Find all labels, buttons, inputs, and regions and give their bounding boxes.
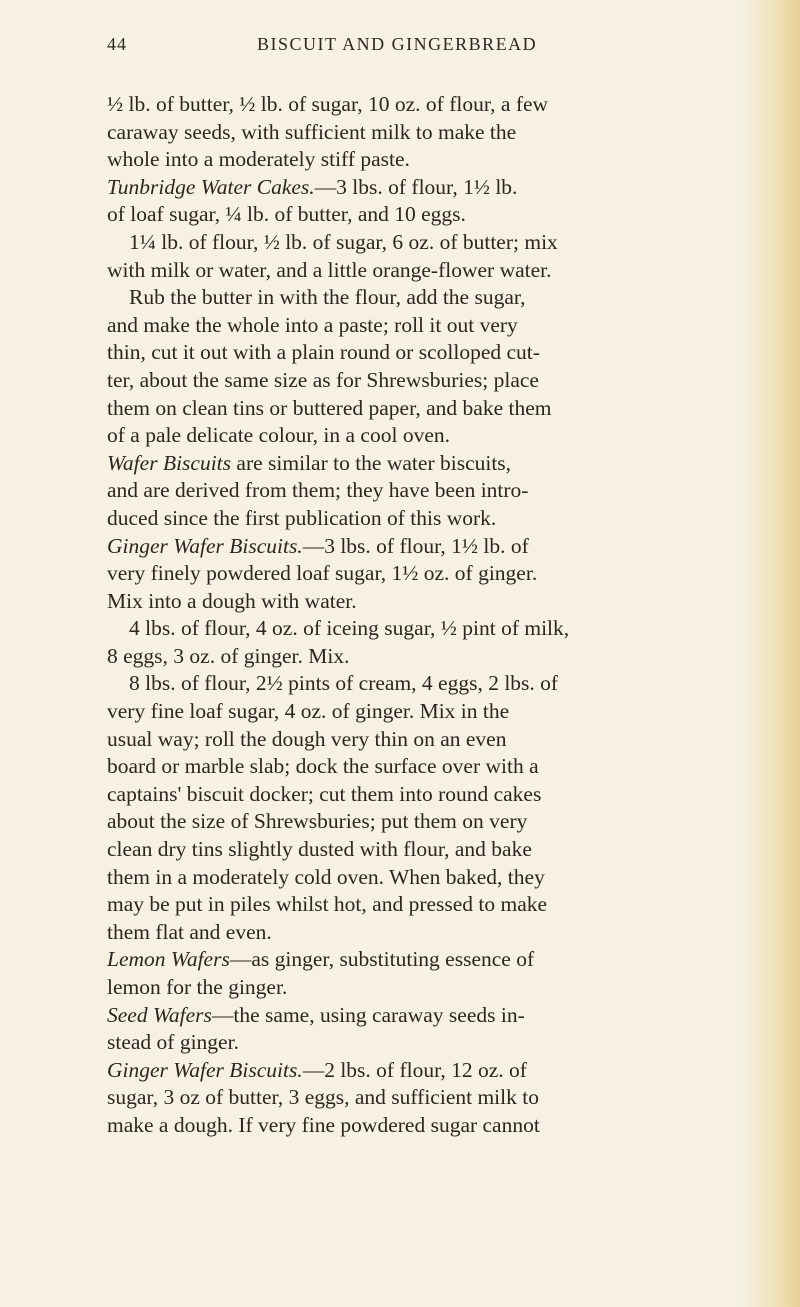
text-segment: board or marble slab; dock the surface over with a bbox=[107, 754, 539, 779]
text-line bbox=[107, 946, 747, 974]
text-segment: them on clean tins or buttered paper, and bake them bbox=[107, 395, 552, 420]
text-line bbox=[107, 257, 747, 285]
text-line bbox=[107, 919, 747, 947]
text-line bbox=[107, 146, 747, 174]
text-line bbox=[107, 836, 747, 864]
text-segment: whole into a moderately stiff paste. bbox=[107, 147, 410, 172]
text-line bbox=[107, 670, 747, 698]
text-line bbox=[107, 312, 747, 340]
text-line bbox=[107, 422, 747, 450]
text-segment: 8 eggs, 3 oz. of ginger. Mix. bbox=[107, 643, 350, 668]
text-segment: very finely powdered loaf sugar, 1½ oz. of ginger. bbox=[107, 561, 538, 586]
text-line bbox=[107, 726, 747, 754]
text-line bbox=[107, 974, 747, 1002]
text-line bbox=[107, 174, 747, 202]
recipe-heading: Tunbridge Water Cakes. bbox=[107, 174, 315, 199]
recipe-heading: Wafer Biscuits bbox=[107, 450, 232, 475]
text-segment: them flat and even. bbox=[107, 919, 272, 944]
text-line bbox=[107, 533, 747, 561]
text-segment: thin, cut it out with a plain round or scolloped cut- bbox=[107, 340, 540, 365]
text-segment: 8 lbs. of flour, 2½ pints of cream, 4 eggs, 2 lbs. of bbox=[129, 671, 559, 696]
text-segment: clean dry tins slightly dusted with flour, and bake bbox=[107, 837, 532, 862]
page-edge-shading bbox=[740, 0, 800, 1307]
text-line bbox=[107, 395, 747, 423]
text-line bbox=[107, 229, 747, 257]
text-segment: caraway seeds, with sufficient milk to make the bbox=[107, 119, 517, 144]
recipe-heading: Ginger Wafer Biscuits. bbox=[107, 533, 303, 558]
text-line bbox=[107, 91, 747, 119]
text-line bbox=[107, 477, 747, 505]
text-line bbox=[107, 1029, 747, 1057]
text-segment: sugar, 3 oz of butter, 3 eggs, and sufficient milk to bbox=[107, 1085, 539, 1110]
body-text bbox=[107, 91, 747, 1140]
text-line bbox=[107, 119, 747, 147]
text-line bbox=[107, 864, 747, 892]
text-segment: —as ginger, substituting essence of bbox=[229, 947, 535, 972]
page-number: 44 bbox=[107, 34, 127, 54]
text-segment: ter, about the same size as for Shrewsburies; place bbox=[107, 367, 539, 392]
running-head-title: BISCUIT AND GINGERBREAD bbox=[257, 34, 538, 54]
text-segment: 4 lbs. of flour, 4 oz. of iceing sugar, ½ pint of milk, bbox=[129, 616, 570, 641]
running-head bbox=[107, 34, 747, 64]
text-segment: and are derived from them; they have been intro- bbox=[107, 478, 529, 503]
text-segment: usual way; roll the dough very thin on an even bbox=[107, 726, 507, 751]
text-line bbox=[107, 615, 747, 643]
text-line bbox=[107, 560, 747, 588]
recipe-heading: Lemon Wafers bbox=[107, 947, 230, 972]
text-line bbox=[107, 284, 747, 312]
text-segment: —2 lbs. of flour, 12 oz. of bbox=[302, 1057, 527, 1082]
text-line bbox=[107, 808, 747, 836]
text-segment: them in a moderately cold oven. When baked, they bbox=[107, 864, 545, 889]
text-line bbox=[107, 643, 747, 671]
text-line bbox=[107, 891, 747, 919]
text-segment: lemon for the ginger. bbox=[107, 975, 288, 999]
text-segment: are similar to the water biscuits, bbox=[231, 450, 512, 475]
text-line bbox=[107, 505, 747, 533]
text-segment: —3 lbs. of flour, 1½ lb. of bbox=[302, 533, 529, 558]
text-line bbox=[107, 781, 747, 809]
text-segment: —the same, using caraway seeds in- bbox=[211, 1002, 525, 1027]
text-line bbox=[107, 588, 747, 616]
text-segment: of a pale delicate colour, in a cool oven. bbox=[107, 423, 450, 448]
text-segment: of loaf sugar, ¼ lb. of butter, and 10 eggs. bbox=[107, 202, 466, 227]
text-segment: and make the whole into a paste; roll it out very bbox=[107, 312, 518, 337]
text-segment: very fine loaf sugar, 4 oz. of ginger. Mix in the bbox=[107, 699, 510, 724]
text-line bbox=[107, 1112, 747, 1140]
text-line bbox=[107, 201, 747, 229]
text-segment: —3 lbs. of flour, 1½ lb. bbox=[314, 174, 518, 199]
text-segment: Rub the butter in with the flour, add the sugar, bbox=[129, 285, 526, 310]
text-line bbox=[107, 1084, 747, 1112]
text-segment: make a dough. If very fine powdered sugar cannot bbox=[107, 1112, 540, 1137]
text-line bbox=[107, 450, 747, 478]
text-segment: may be put in piles whilst hot, and pressed to make bbox=[107, 892, 548, 917]
text-line bbox=[107, 367, 747, 395]
text-line bbox=[107, 1057, 747, 1085]
text-segment: ½ lb. of butter, ½ lb. of sugar, 10 oz. of flour, a few bbox=[107, 92, 549, 116]
text-line bbox=[107, 1002, 747, 1030]
text-segment: captains' biscuit docker; cut them into round cakes bbox=[107, 781, 542, 806]
recipe-heading: Ginger Wafer Biscuits. bbox=[107, 1057, 303, 1082]
text-segment: stead of ginger. bbox=[107, 1030, 239, 1055]
text-segment: with milk or water, and a little orange-flower water. bbox=[107, 257, 552, 282]
text-line bbox=[107, 753, 747, 781]
text-line bbox=[107, 339, 747, 367]
text-segment: duced since the first publication of this work. bbox=[107, 505, 497, 530]
recipe-heading: Seed Wafers bbox=[107, 1002, 212, 1027]
text-line bbox=[107, 698, 747, 726]
text-segment: about the size of Shrewsburies; put them on very bbox=[107, 809, 528, 834]
text-segment: 1¼ lb. of flour, ½ lb. of sugar, 6 oz. of butter; mix bbox=[129, 229, 558, 254]
text-segment: Mix into a dough with water. bbox=[107, 588, 357, 613]
